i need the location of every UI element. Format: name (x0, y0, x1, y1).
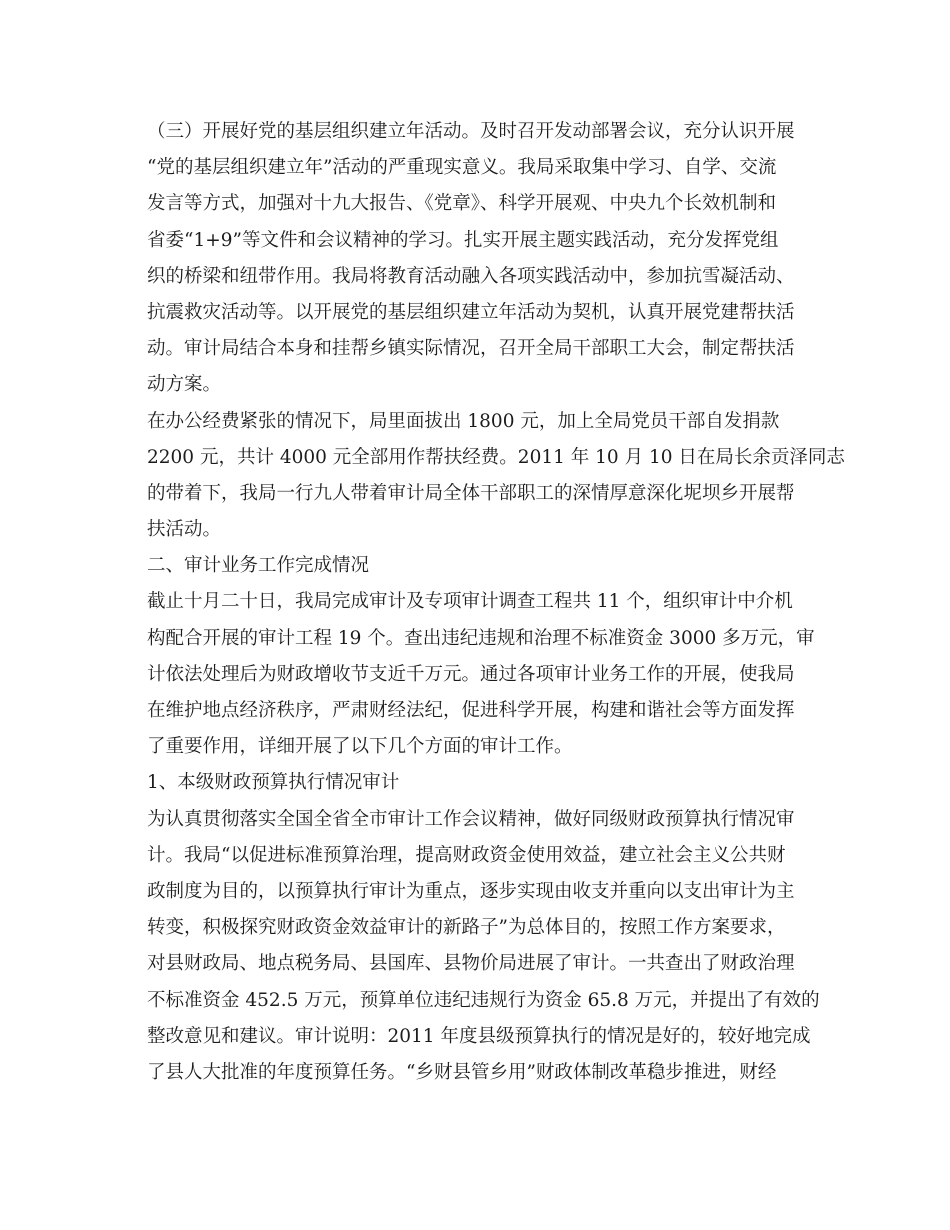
document-body (147, 114, 845, 1091)
paragraph-line: 为认真贯彻落实全国全省全市审计工作会议精神，做好同级财政预算执行情况审 (147, 808, 795, 830)
paragraph-line: 扶活动。 (147, 519, 222, 541)
paragraph-line: 整改意见和建议。审计说明：2011 年度县级预算执行的情况是好的，较好地完成 (147, 1025, 811, 1047)
paragraph-line: 对县财政局、地点税务局、县国库、县物价局进展了审计。一共查出了财政治理 (147, 953, 795, 975)
paragraph-line: 的带着下，我局一行九人带着审计局全体干部职工的深情厚意深化坭坝乡开展帮 (147, 482, 795, 504)
section-heading: 二、审计业务工作完成情况 (147, 555, 370, 577)
paragraph-line: 政制度为目的，以预算执行审计为重点，逐步实现由收支并重向以支出审计为主 (147, 880, 795, 902)
paragraph-line: 2200 元，共计 4000 元全部用作帮扶经费。2011 年 10 月 10 日在局长余贡泽同志 (147, 446, 845, 468)
paragraph-line: “党的基层组织建立年”活动的严重现实意义。我局采取集中学习、自学、交流 (147, 157, 777, 179)
paragraph-line: 截止十月二十日，我局完成审计及专项审计调查工程共 11 个，组织审计中介机 (147, 591, 793, 613)
paragraph-line: 动方案。 (147, 374, 222, 396)
paragraph-line: 了重要作用，详细开展了以下几个方面的审计工作。 (147, 736, 573, 758)
paragraph-line: 计。我局“以促进标准预算治理，提高财政资金使用效益，建立社会主义公共财 (147, 844, 786, 866)
paragraph-line: 动。审计局结合本身和挂帮乡镇实际情况，召开全局干部职工大会，制定帮扶活 (147, 338, 795, 360)
paragraph-line: 抗震救灾活动等。以开展党的基层组织建立年活动为契机，认真开展党建帮扶活 (147, 301, 795, 323)
paragraph-line: 构配合开展的审计工程 19 个。查出违纪违规和治理不标准资金 3000 多万元，审 (147, 627, 815, 649)
paragraph-line: 发言等方式，加强对十九大报告、《党章》、科学开展观、中央九个长效机制和 (147, 193, 777, 215)
paragraph-line: 了县人大批准的年度预算任务。“乡财县管乡用”财政体制改革稳步推进，财经 (147, 1061, 777, 1083)
paragraph-line: 在维护地点经济秩序，严肃财经法纪，促进科学开展，构建和谐社会等方面发挥 (147, 700, 795, 721)
paragraph-line: 在办公经费紧张的情况下，局里面拔出 1800 元，加上全局党员干部自发捐款 (147, 410, 780, 432)
paragraph-line: 省委“1+9”等文件和会议精神的学习。扎实开展主题实践活动，充分发挥党组 (147, 229, 779, 251)
paragraph-line: （三）开展好党的基层组织建立年活动。及时召开发动部署会议，充分认识开展 (147, 121, 795, 142)
paragraph-line: 织的桥梁和纽带作用。我局将教育活动融入各项实践活动中，参加抗雪凝活动、 (147, 265, 795, 287)
subsection-heading: 1、本级财政预算执行情况审计 (147, 772, 400, 794)
paragraph-line: 计依法处理后为财政增收节支近千万元。通过各项审计业务工作的开展，使我局 (147, 663, 795, 685)
paragraph-line: 不标准资金 452.5 万元，预算单位违纪违规行为资金 65.8 万元，并提出了有效的 (147, 989, 820, 1011)
paragraph-line: 转变，积极探究财政资金效益审计的新路子”为总体目的，按照工作方案要求， (147, 917, 786, 939)
